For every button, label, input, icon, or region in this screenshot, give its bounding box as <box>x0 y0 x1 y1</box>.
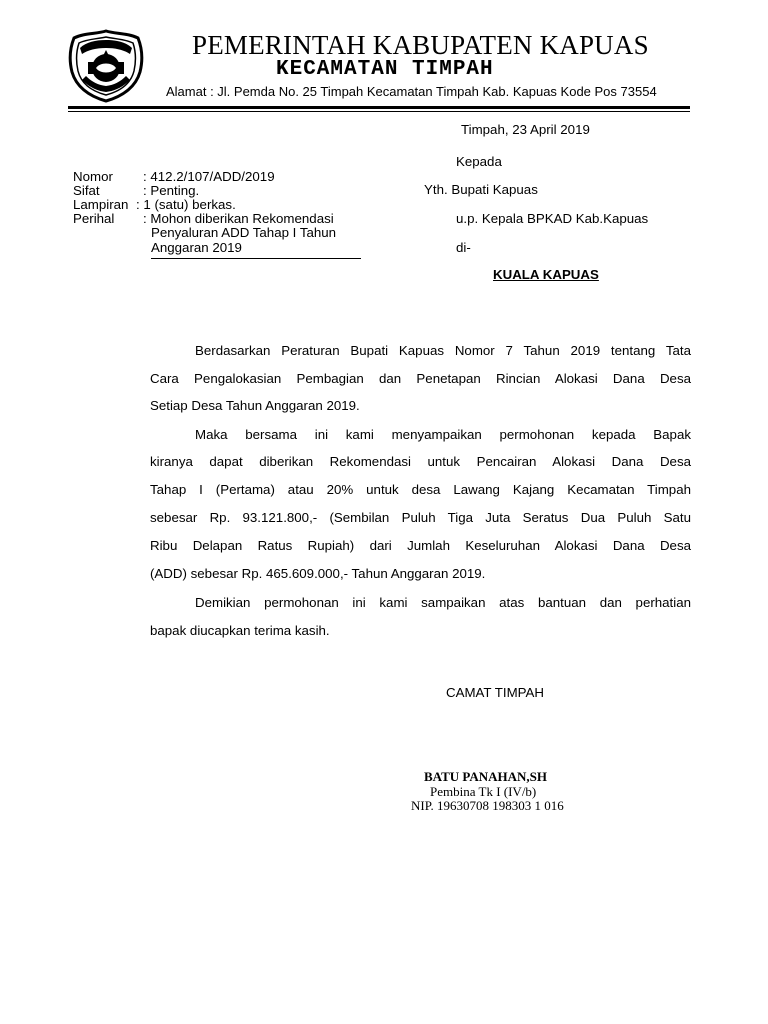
recipient-kepada: Kepada <box>456 154 502 169</box>
letterhead-title: PEMERINTAH KABUPATEN KAPUAS <box>192 30 649 60</box>
sifat-value: : Penting. <box>143 183 200 198</box>
perihal-label: Perihal <box>73 211 115 226</box>
recipient-up: u.p. Kepala BPKAD Kab.Kapuas <box>456 211 649 226</box>
perihal-value-line2: Penyaluran ADD Tahap I Tahun <box>151 225 337 240</box>
body-p3-line: bapak diucapkan terima kasih. <box>150 623 330 638</box>
signature-name: BATU PANAHAN,SH <box>424 769 548 784</box>
body-p3-line: Demikian permohonan ini kami sampaikan atas bantuan dan perhatian <box>195 595 691 610</box>
signature-position: CAMAT TIMPAH <box>446 685 545 700</box>
lampiran-label: Lampiran <box>73 197 129 212</box>
body-p2-line: Ribu Delapan Ratus Rupiah) dari Jumlah Keseluruhan Alokasi Dana Desa <box>150 538 691 553</box>
letterhead-address: Alamat : Jl. Pemda No. 25 Timpah Kecamatan Timpah Kab. Kapuas Kode Pos 73554 <box>166 84 657 99</box>
body-p2-line: Tahap I (Pertama) atau 20% untuk desa Lawang Kajang Kecamatan Timpah <box>150 482 691 497</box>
perihal-underline <box>151 258 361 259</box>
body-p2-line: sebesar Rp. 93.121.800,- (Sembilan Puluh Tiga Juta Seratus Dua Puluh Satu <box>150 510 691 525</box>
body-p1-line: Berdasarkan Peraturan Bupati Kapuas Nomor 7 Tahun 2019 tentang Tata <box>195 343 691 358</box>
recipient-city: KUALA KAPUAS <box>493 267 599 282</box>
perihal-value-line3: Anggaran 2019 <box>151 240 242 255</box>
body-p2-line: kiranya dapat diberikan Rekomendasi untuk Pencairan Alokasi Dana Desa <box>150 454 691 469</box>
kabupaten-emblem-icon <box>66 28 146 104</box>
lampiran-value: : 1 (satu) berkas. <box>136 197 236 212</box>
letterhead-rule-thin <box>68 111 690 112</box>
letterhead-rule-thick <box>68 106 690 109</box>
letterhead-subtitle: KECAMATAN TIMPAH <box>276 58 494 81</box>
signature-nip: NIP. 19630708 198303 1 016 <box>411 798 564 813</box>
place-date: Timpah, 23 April 2019 <box>461 122 590 137</box>
nomor-value: : 412.2/107/ADD/2019 <box>143 169 275 184</box>
nomor-label: Nomor <box>73 169 113 184</box>
body-p1-line: Cara Pengalokasian Pembagian dan Penetapan Rincian Alokasi Dana Desa <box>150 371 691 386</box>
body-p2-line: Maka bersama ini kami menyampaikan permohonan kepada Bapak <box>195 427 691 442</box>
sifat-label: Sifat <box>73 183 100 198</box>
perihal-value-line1: : Mohon diberikan Rekomendasi <box>143 211 334 226</box>
recipient-yth: Yth. Bupati Kapuas <box>424 182 538 197</box>
recipient-di: di- <box>456 240 471 255</box>
signature-rank: Pembina Tk I (IV/b) <box>430 784 537 799</box>
body-p1-line: Setiap Desa Tahun Anggaran 2019. <box>150 398 360 413</box>
body-p2-line: (ADD) sebesar Rp. 465.609.000,- Tahun Anggaran 2019. <box>150 566 486 581</box>
